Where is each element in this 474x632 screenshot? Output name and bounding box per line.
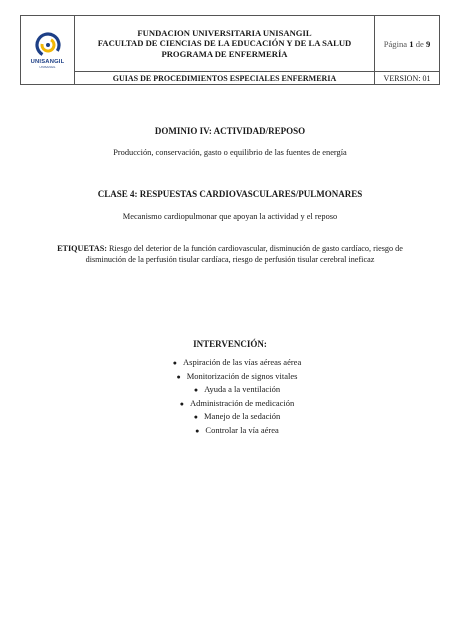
list-item <box>0 397 474 411</box>
bullet-icon: ● <box>193 386 199 395</box>
bullet-icon: ● <box>179 399 184 408</box>
unisangil-logo <box>21 32 74 69</box>
unisangil-emblem-icon <box>33 32 63 58</box>
institution-line: PROGRAMA DE ENFERMERÍA <box>161 48 288 59</box>
labels-heading: ETIQUETAS: <box>57 244 107 253</box>
labels-paragraph <box>55 244 405 265</box>
class-description: Mecanismo cardiopulmonar que apoyan la actividad y el reposo <box>122 212 338 221</box>
document-subtitle: GUIAS DE PROCEDIMIENTOS ESPECIALES ENFERMERIA <box>75 72 375 85</box>
page-indicator <box>375 16 440 72</box>
list-item-text: Monitorización de signos vitales <box>186 370 298 381</box>
document-version: VERSION: 01 <box>375 72 440 85</box>
list-item-text: Administración de medicación <box>189 397 295 408</box>
logo-name: UNISANGIL <box>30 58 65 65</box>
list-item <box>0 356 474 370</box>
list-item-text: Aspiración de las vías aéreas aérea <box>183 357 302 367</box>
labels-text: Riesgo del deterior de la función cardiovascular, disminución de gasto cardíaco, riesgo de disminución de la perfusión tisular cardíaca, riesgo de perfusión tisular cerebral ineficaz <box>85 244 403 264</box>
list-item-text: Ayuda a la ventilación <box>204 384 281 395</box>
domain-title: DOMINIO IV: ACTIVIDAD/REPOSO <box>154 126 306 136</box>
domain-description: Producción, conservación, gasto o equilibrio de las fuentes de energía <box>113 148 347 157</box>
page-total: 9 <box>425 38 431 49</box>
logo-tagline: UNISANGIL <box>39 64 56 69</box>
list-item-text: Controlar la vía aérea <box>205 424 279 435</box>
page-label: Página <box>383 38 408 49</box>
bullet-icon: ● <box>176 372 181 381</box>
list-item <box>0 424 474 438</box>
class-title: CLASE 4: RESPUESTAS CARDIOVASCULARES/PULMONARES <box>97 189 363 199</box>
list-item <box>0 370 474 384</box>
list-item <box>0 383 474 397</box>
list-item-text: Manejo de la sedación <box>204 411 281 422</box>
bullet-icon: ● <box>195 426 200 435</box>
page-current: 1 <box>409 38 414 49</box>
list-item <box>0 410 474 424</box>
logo-cell <box>21 16 75 85</box>
institution-line: FUNDACION UNIVERSITARIA UNISANGIL <box>137 27 312 38</box>
bullet-icon: ● <box>172 359 177 367</box>
institution-line: FACULTAD DE CIENCIAS DE LA EDUCACIÓN Y DE LA SALUD <box>97 38 352 49</box>
institution-title <box>75 16 375 72</box>
intervention-list <box>0 356 474 438</box>
bullet-icon: ● <box>193 413 198 422</box>
page-of: de <box>415 38 424 49</box>
document-header <box>20 15 440 85</box>
intervention-title: INTERVENCIÓN: <box>193 339 267 349</box>
